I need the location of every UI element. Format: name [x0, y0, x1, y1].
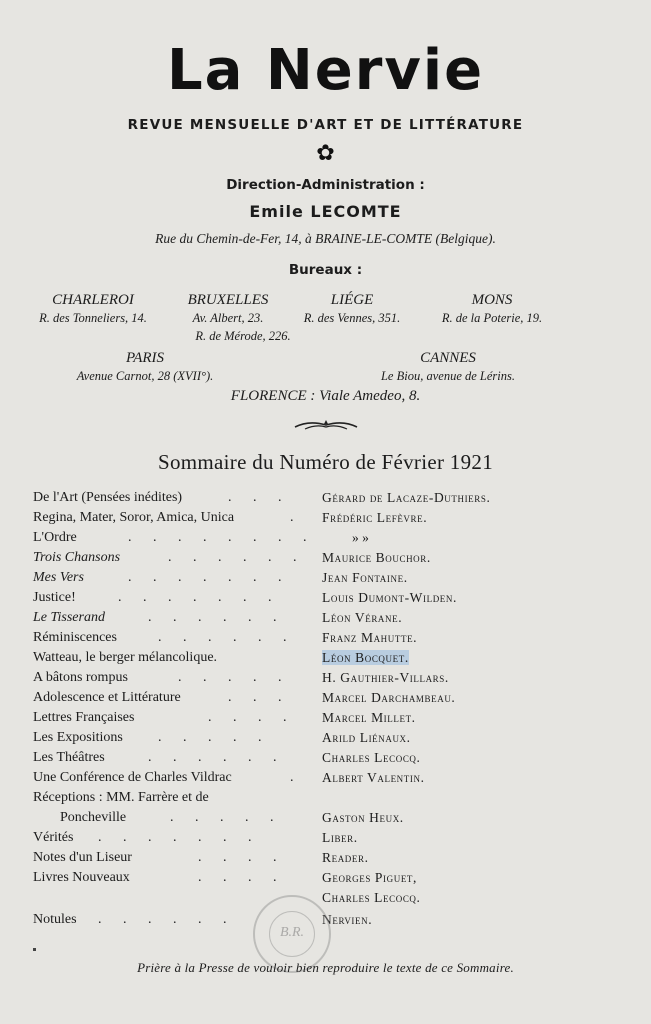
toc-row [0, 508, 651, 528]
toc-leader-dots: . . . . . . [168, 550, 306, 565]
office-city: PARIS [125, 350, 165, 366]
toc-entry-author: Liber. [322, 830, 358, 845]
toc-row [0, 688, 651, 708]
toc-entry-author: Jean Fontaine. [322, 570, 408, 585]
toc-leader-dots: . . . . . . [148, 750, 286, 765]
toc-entry-title: Les Théâtres [33, 750, 105, 765]
toc-row [0, 808, 651, 828]
toc-entry-author: Nervien. [322, 912, 373, 927]
director-name: Emile LECOMTE [249, 202, 402, 221]
masthead-title: La Nervie [166, 38, 485, 103]
toc-entry-author: Gérard de Lacaze-Duthiers. [322, 490, 491, 505]
editorial-address: Rue du Chemin-de-Fer, 14, à BRAINE-LE-COMTE (Belgique). [155, 231, 496, 246]
toc-leader-dots: . . . . . . [148, 610, 286, 625]
toc-row [0, 588, 651, 608]
office-city: LIÉGE [330, 292, 374, 308]
toc-row [0, 608, 651, 628]
toc-entry-author: Reader. [322, 850, 369, 865]
toc-leader-dots: . . . . . . . [128, 570, 291, 585]
toc-leader-dots: . . . . . [158, 730, 271, 745]
toc-entry-title: Regina, Mater, Soror, Amica, Unica [33, 510, 235, 525]
toc-entry-title: Notes d'un Liseur [33, 850, 132, 865]
toc-leader-dots: . . . [228, 690, 291, 705]
toc-leader-dots: . . . . [208, 710, 296, 725]
office-paris [60, 349, 230, 385]
toc-entry-author: Franz Mahutte. [322, 630, 418, 645]
toc-row [0, 648, 651, 668]
toc-entry-author: Albert Valentin. [322, 770, 425, 785]
toc-leader-dots: . . . . [198, 870, 286, 885]
toc-entry-title: Justice! [33, 590, 76, 605]
office-street: R. de Mérode, 226. [195, 329, 291, 343]
toc-row [0, 568, 651, 588]
direction-label: Direction-Administration : [226, 177, 425, 193]
masthead-subtitle: REVUE MENSUELLE D'ART ET DE LITTÉRATURE [127, 117, 524, 133]
office-bruxelles-second [143, 327, 313, 345]
toc-entry-author [322, 648, 409, 668]
toc-row [0, 768, 651, 788]
office-street: R. des Vennes, 351. [303, 311, 401, 325]
toc-entry-author: Arild Liénaux. [322, 730, 411, 745]
toc-row [0, 548, 651, 568]
office-mons [407, 291, 577, 327]
toc-leader-dots: . [290, 770, 303, 785]
toc-entry-title: Livres Nouveaux [33, 870, 130, 885]
toc-row [0, 628, 651, 648]
toc-leader-dots: . . . . [198, 850, 286, 865]
toc-entry-title: De l'Art (Pensées inédites) [33, 490, 183, 505]
toc-row [0, 788, 651, 808]
toc-entry-title: Notules [33, 912, 77, 927]
office-street: Avenue Carnot, 28 (XVII°). [76, 369, 214, 383]
office-street: Av. Albert, 23. [192, 311, 264, 325]
toc-entry-title: Adolescence et Littérature [33, 690, 181, 705]
toc-entry-author: » » [352, 530, 369, 545]
office-city: MONS [471, 292, 513, 308]
toc-leader-dots: . . . . . . [158, 630, 296, 645]
toc-entry-title: Les Expositions [33, 730, 123, 745]
toc-row [0, 528, 651, 548]
office-city: BRUXELLES [187, 292, 269, 308]
toc-leader-dots: . . . . . . . [118, 590, 281, 605]
toc-entry-author: Louis Dumont-Wilden. [322, 590, 457, 605]
toc-entry-title: Trois Chansons [33, 550, 121, 565]
toc-entry-author: Maurice Bouchor. [322, 550, 431, 565]
footer-mark [33, 948, 36, 951]
toc-leader-dots: . . . . . [178, 670, 291, 685]
toc-entry-title: Le Tisserand [33, 610, 105, 625]
toc-leader-dots: . . . . . . [98, 912, 236, 927]
fleuron-icon: ✿ [316, 140, 335, 165]
toc-leader-dots: . . . [228, 490, 291, 505]
toc-row [0, 668, 651, 688]
toc-entry-title: A bâtons rompus [33, 670, 128, 685]
ornament-divider-icon [0, 418, 651, 437]
toc-row [0, 848, 651, 868]
toc-entry-author: Marcel Millet. [322, 710, 416, 725]
toc-row [0, 708, 651, 728]
stamp-text: B.R. [279, 925, 305, 940]
toc-entry-title: L'Ordre [33, 530, 77, 545]
toc-entry-author: Charles Lecocq. [322, 890, 421, 905]
toc-entry-title: Une Conférence de Charles Vildrac [33, 770, 232, 785]
toc-entry-title: Réminiscences [33, 630, 117, 645]
toc-row [0, 748, 651, 768]
toc-row [0, 828, 651, 848]
toc-row [0, 728, 651, 748]
toc-entry-author: Georges Piguet, [322, 870, 418, 885]
toc-entry-title: Vérités [33, 830, 74, 845]
office-street: Le Biou, avenue de Lérins. [380, 369, 515, 383]
office-cannes [363, 349, 533, 385]
toc-entry-title: Réceptions : MM. Farrère et de [33, 790, 209, 805]
toc-entry-author: Léon Vérane. [322, 610, 403, 625]
toc-entry-author: Frédéric Lefèvre. [322, 510, 428, 525]
office-street: R. de la Poterie, 19. [441, 311, 543, 325]
toc-leader-dots: . . . . . . . . [128, 530, 316, 545]
footer-note: Prière à la Presse de vouloir bien reproduire le texte de ce Sommaire. [137, 960, 514, 975]
office-city: CANNES [420, 350, 476, 366]
toc-leader-dots: . . . . . . . [98, 830, 261, 845]
toc-entry-title: Watteau, le berger mélancolique. [33, 650, 218, 665]
toc-entry-title: Poncheville [60, 810, 127, 825]
toc-entry-title: Lettres Françaises [33, 710, 135, 725]
highlighted-author: Léon Bocquet. [322, 650, 409, 665]
office-street: R. des Tonneliers, 14. [39, 311, 147, 325]
toc-leader-dots: . [290, 510, 303, 525]
toc-row [0, 488, 651, 508]
office-city: CHARLEROI [52, 292, 134, 308]
sommaire-title: Sommaire du Numéro de Février 1921 [157, 450, 494, 474]
toc-row [0, 888, 651, 908]
toc-entry-author: Marcel Darchambeau. [322, 690, 456, 705]
toc-entry-author: H. Gauthier-Villars. [322, 670, 449, 685]
bureaux-label: Bureaux : [288, 262, 363, 278]
toc-leader-dots: . . . . . [170, 810, 283, 825]
toc-row [0, 868, 651, 888]
toc-entry-author: Charles Lecocq. [322, 750, 421, 765]
office-florence: FLORENCE : Viale Amedeo, 8. [230, 388, 421, 404]
toc-entry-author: Gaston Heux. [322, 810, 404, 825]
toc-entry-title: Mes Vers [33, 570, 84, 585]
